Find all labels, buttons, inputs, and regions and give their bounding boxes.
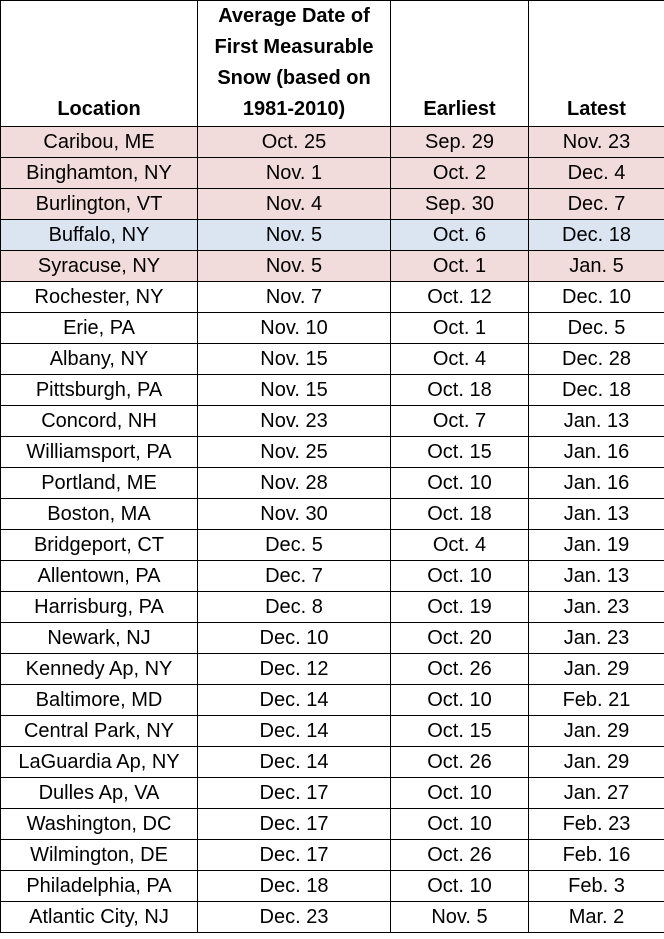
cell-earliest: Oct. 4 [391, 344, 529, 375]
cell-earliest: Oct. 2 [391, 158, 529, 189]
table-row [1, 654, 664, 685]
cell-earliest: Oct. 1 [391, 251, 529, 282]
cell-average: Dec. 17 [198, 778, 391, 809]
table-row [1, 375, 664, 406]
cell-average: Dec. 14 [198, 716, 391, 747]
cell-location: Buffalo, NY [1, 220, 198, 251]
cell-earliest: Oct. 12 [391, 282, 529, 313]
table-row [1, 685, 664, 716]
cell-average: Nov. 30 [198, 499, 391, 530]
cell-earliest: Oct. 7 [391, 406, 529, 437]
cell-location: Philadelphia, PA [1, 871, 198, 902]
cell-latest: Jan. 29 [529, 747, 664, 778]
cell-average: Dec. 7 [198, 561, 391, 592]
header-average-date: Average Date of First Measurable Snow (based on 1981-2010) [198, 1, 391, 127]
cell-location: Wilmington, DE [1, 840, 198, 871]
cell-average: Nov. 5 [198, 251, 391, 282]
cell-latest: Nov. 23 [529, 127, 664, 158]
cell-latest: Jan. 16 [529, 468, 664, 499]
cell-average: Nov. 7 [198, 282, 391, 313]
cell-average: Nov. 1 [198, 158, 391, 189]
header-earliest: Earliest [391, 1, 529, 127]
cell-average: Dec. 17 [198, 840, 391, 871]
table-row [1, 127, 664, 158]
table-row [1, 437, 664, 468]
cell-location: Concord, NH [1, 406, 198, 437]
cell-latest: Jan. 19 [529, 530, 664, 561]
cell-location: Kennedy Ap, NY [1, 654, 198, 685]
cell-location: Caribou, ME [1, 127, 198, 158]
cell-average: Nov. 15 [198, 375, 391, 406]
cell-earliest: Oct. 4 [391, 530, 529, 561]
cell-latest: Jan. 5 [529, 251, 664, 282]
cell-earliest: Oct. 15 [391, 437, 529, 468]
cell-latest: Dec. 5 [529, 313, 664, 344]
table-row [1, 158, 664, 189]
cell-average: Nov. 28 [198, 468, 391, 499]
cell-location: LaGuardia Ap, NY [1, 747, 198, 778]
cell-location: Dulles Ap, VA [1, 778, 198, 809]
header-latest: Latest [529, 1, 664, 127]
cell-location: Albany, NY [1, 344, 198, 375]
cell-average: Nov. 23 [198, 406, 391, 437]
table-row [1, 809, 664, 840]
table-row [1, 871, 664, 902]
table-row [1, 344, 664, 375]
cell-average: Dec. 14 [198, 747, 391, 778]
cell-earliest: Nov. 5 [391, 902, 529, 933]
cell-earliest: Oct. 10 [391, 778, 529, 809]
cell-average: Dec. 23 [198, 902, 391, 933]
cell-earliest: Oct. 18 [391, 375, 529, 406]
cell-average: Dec. 5 [198, 530, 391, 561]
cell-latest: Feb. 16 [529, 840, 664, 871]
cell-location: Harrisburg, PA [1, 592, 198, 623]
cell-location: Boston, MA [1, 499, 198, 530]
cell-latest: Dec. 18 [529, 220, 664, 251]
cell-location: Washington, DC [1, 809, 198, 840]
cell-average: Dec. 8 [198, 592, 391, 623]
cell-earliest: Oct. 10 [391, 468, 529, 499]
table-body [1, 127, 664, 933]
cell-average: Dec. 18 [198, 871, 391, 902]
cell-latest: Jan. 29 [529, 716, 664, 747]
cell-location: Erie, PA [1, 313, 198, 344]
cell-earliest: Oct. 20 [391, 623, 529, 654]
cell-location: Baltimore, MD [1, 685, 198, 716]
cell-average: Dec. 17 [198, 809, 391, 840]
cell-latest: Jan. 13 [529, 561, 664, 592]
table-row [1, 623, 664, 654]
cell-location: Pittsburgh, PA [1, 375, 198, 406]
table-row [1, 251, 664, 282]
table-row [1, 592, 664, 623]
cell-latest: Feb. 3 [529, 871, 664, 902]
cell-latest: Jan. 13 [529, 499, 664, 530]
cell-location: Burlington, VT [1, 189, 198, 220]
cell-location: Atlantic City, NJ [1, 902, 198, 933]
cell-average: Dec. 12 [198, 654, 391, 685]
table-row [1, 561, 664, 592]
table-row [1, 220, 664, 251]
cell-average: Nov. 25 [198, 437, 391, 468]
table-row [1, 189, 664, 220]
cell-earliest: Oct. 10 [391, 809, 529, 840]
cell-location: Newark, NJ [1, 623, 198, 654]
cell-latest: Feb. 21 [529, 685, 664, 716]
cell-latest: Jan. 23 [529, 592, 664, 623]
cell-location: Portland, ME [1, 468, 198, 499]
cell-latest: Jan. 23 [529, 623, 664, 654]
cell-latest: Dec. 18 [529, 375, 664, 406]
table-row [1, 468, 664, 499]
cell-latest: Dec. 28 [529, 344, 664, 375]
cell-latest: Jan. 13 [529, 406, 664, 437]
cell-earliest: Oct. 10 [391, 871, 529, 902]
cell-latest: Dec. 7 [529, 189, 664, 220]
cell-average: Nov. 4 [198, 189, 391, 220]
cell-earliest: Oct. 10 [391, 561, 529, 592]
cell-earliest: Oct. 1 [391, 313, 529, 344]
cell-earliest: Oct. 15 [391, 716, 529, 747]
table-row [1, 530, 664, 561]
table-row [1, 716, 664, 747]
cell-latest: Mar. 2 [529, 902, 664, 933]
cell-earliest: Sep. 29 [391, 127, 529, 158]
cell-average: Nov. 5 [198, 220, 391, 251]
cell-latest: Feb. 23 [529, 809, 664, 840]
table-row [1, 840, 664, 871]
table-row [1, 406, 664, 437]
cell-location: Allentown, PA [1, 561, 198, 592]
cell-earliest: Oct. 6 [391, 220, 529, 251]
cell-latest: Jan. 27 [529, 778, 664, 809]
table-row [1, 902, 664, 933]
cell-earliest: Oct. 26 [391, 840, 529, 871]
cell-latest: Jan. 16 [529, 437, 664, 468]
table-row [1, 313, 664, 344]
cell-average: Dec. 10 [198, 623, 391, 654]
cell-average: Dec. 14 [198, 685, 391, 716]
header-location: Location [1, 1, 198, 127]
table-row [1, 499, 664, 530]
table-row [1, 778, 664, 809]
cell-location: Rochester, NY [1, 282, 198, 313]
cell-location: Syracuse, NY [1, 251, 198, 282]
header-row [1, 1, 664, 127]
cell-location: Binghamton, NY [1, 158, 198, 189]
cell-latest: Dec. 4 [529, 158, 664, 189]
cell-location: Central Park, NY [1, 716, 198, 747]
cell-average: Oct. 25 [198, 127, 391, 158]
table-row [1, 747, 664, 778]
cell-latest: Jan. 29 [529, 654, 664, 685]
table-row [1, 282, 664, 313]
cell-location: Bridgeport, CT [1, 530, 198, 561]
cell-average: Nov. 10 [198, 313, 391, 344]
cell-latest: Dec. 10 [529, 282, 664, 313]
cell-earliest: Oct. 10 [391, 685, 529, 716]
cell-earliest: Oct. 26 [391, 747, 529, 778]
cell-earliest: Oct. 26 [391, 654, 529, 685]
cell-earliest: Oct. 19 [391, 592, 529, 623]
cell-location: Williamsport, PA [1, 437, 198, 468]
cell-average: Nov. 15 [198, 344, 391, 375]
cell-earliest: Oct. 18 [391, 499, 529, 530]
cell-earliest: Sep. 30 [391, 189, 529, 220]
